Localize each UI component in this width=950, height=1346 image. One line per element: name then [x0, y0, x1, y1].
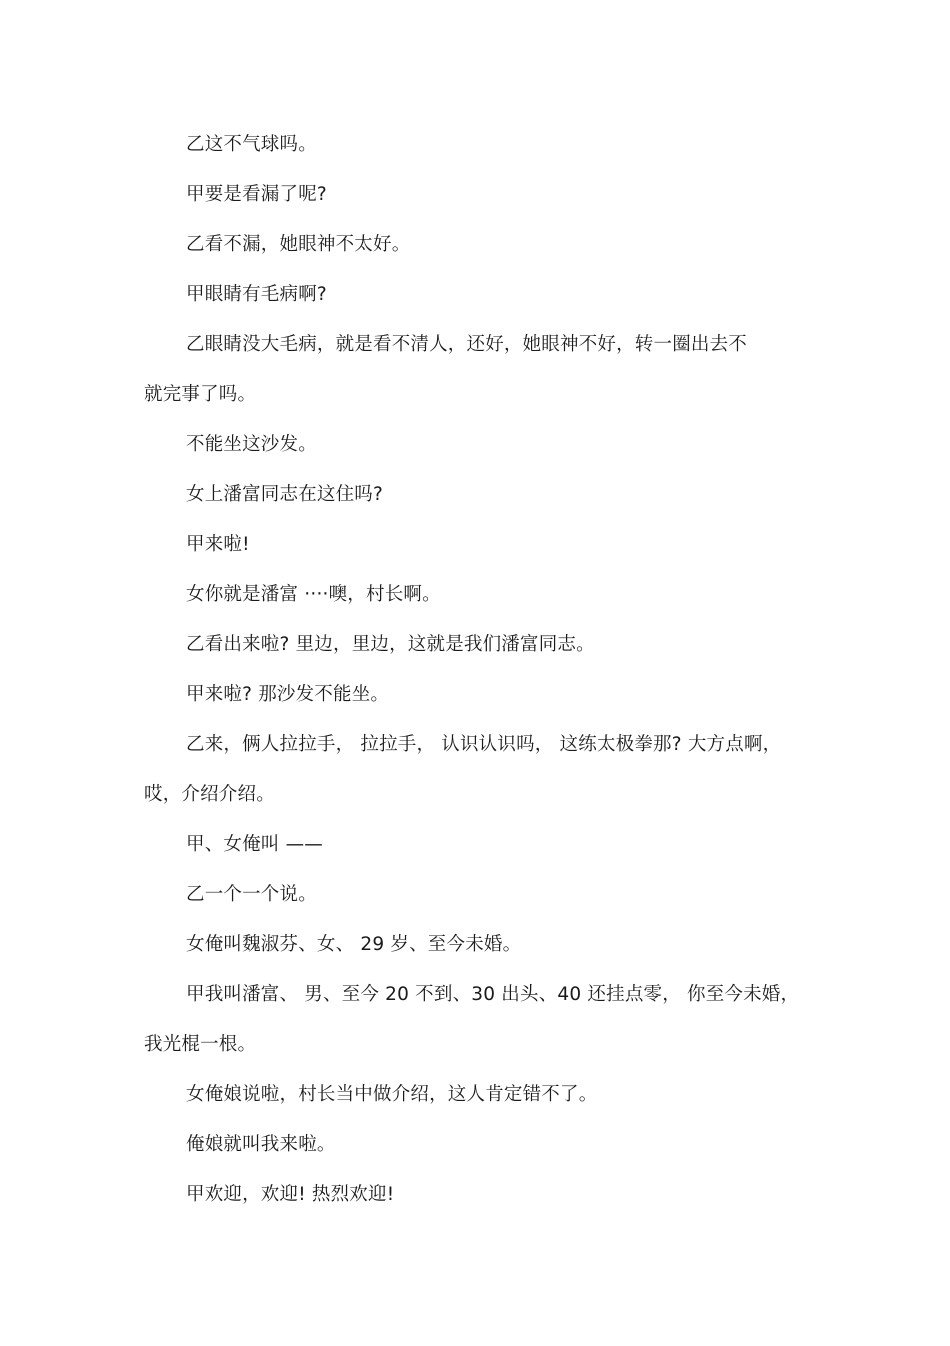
- text-line: 甲来啦!: [186, 534, 250, 555]
- text-line: 甲来啦? 那沙发不能坐。: [186, 684, 390, 705]
- dialogue-text: [144, 120, 800, 1220]
- text-line: 女俺娘说啦，村长当中做介绍，这人肯定错不了。: [186, 1084, 598, 1105]
- text-line: 甲要是看漏了呢?: [186, 184, 327, 205]
- text-line: 女俺叫魏淑芬、女、 29 岁、至今未婚。: [186, 934, 522, 955]
- text-line: 甲我叫潘富、 男、至今 20 不到、30 出头、40 还挂点零， 你至今未婚，: [186, 984, 800, 1005]
- text-line: 女你就是潘富 ····噢，村长啊。: [186, 584, 441, 605]
- text-line: 乙看不漏，她眼神不太好。: [186, 234, 411, 255]
- text-line-continuation: 我光棍一根。: [144, 1034, 257, 1055]
- text-line: 甲、女俺叫 ——: [186, 834, 323, 855]
- text-line: 乙看出来啦? 里边，里边，这就是我们潘富同志。: [186, 634, 595, 655]
- text-line: 乙来，俩人拉拉手， 拉拉手， 认识认识吗， 这练太极拳那? 大方点啊，: [186, 734, 782, 755]
- text-line: 女上潘富同志在这住吗?: [186, 484, 384, 505]
- text-line: 乙一个一个说。: [186, 884, 317, 905]
- text-line: 不能坐这沙发。: [186, 434, 317, 455]
- text-line-continuation: 哎，介绍介绍。: [144, 784, 275, 805]
- text-line: 俺娘就叫我来啦。: [186, 1134, 336, 1155]
- text-line: 乙这不气球吗。: [186, 134, 317, 155]
- text-line: 甲眼睛有毛病啊?: [186, 284, 327, 305]
- text-line: 甲欢迎，欢迎! 热烈欢迎!: [186, 1184, 395, 1205]
- text-line: 乙眼睛没大毛病，就是看不清人，还好，她眼神不好，转一圈出去不: [186, 334, 748, 355]
- text-line-continuation: 就完事了吗。: [144, 384, 257, 405]
